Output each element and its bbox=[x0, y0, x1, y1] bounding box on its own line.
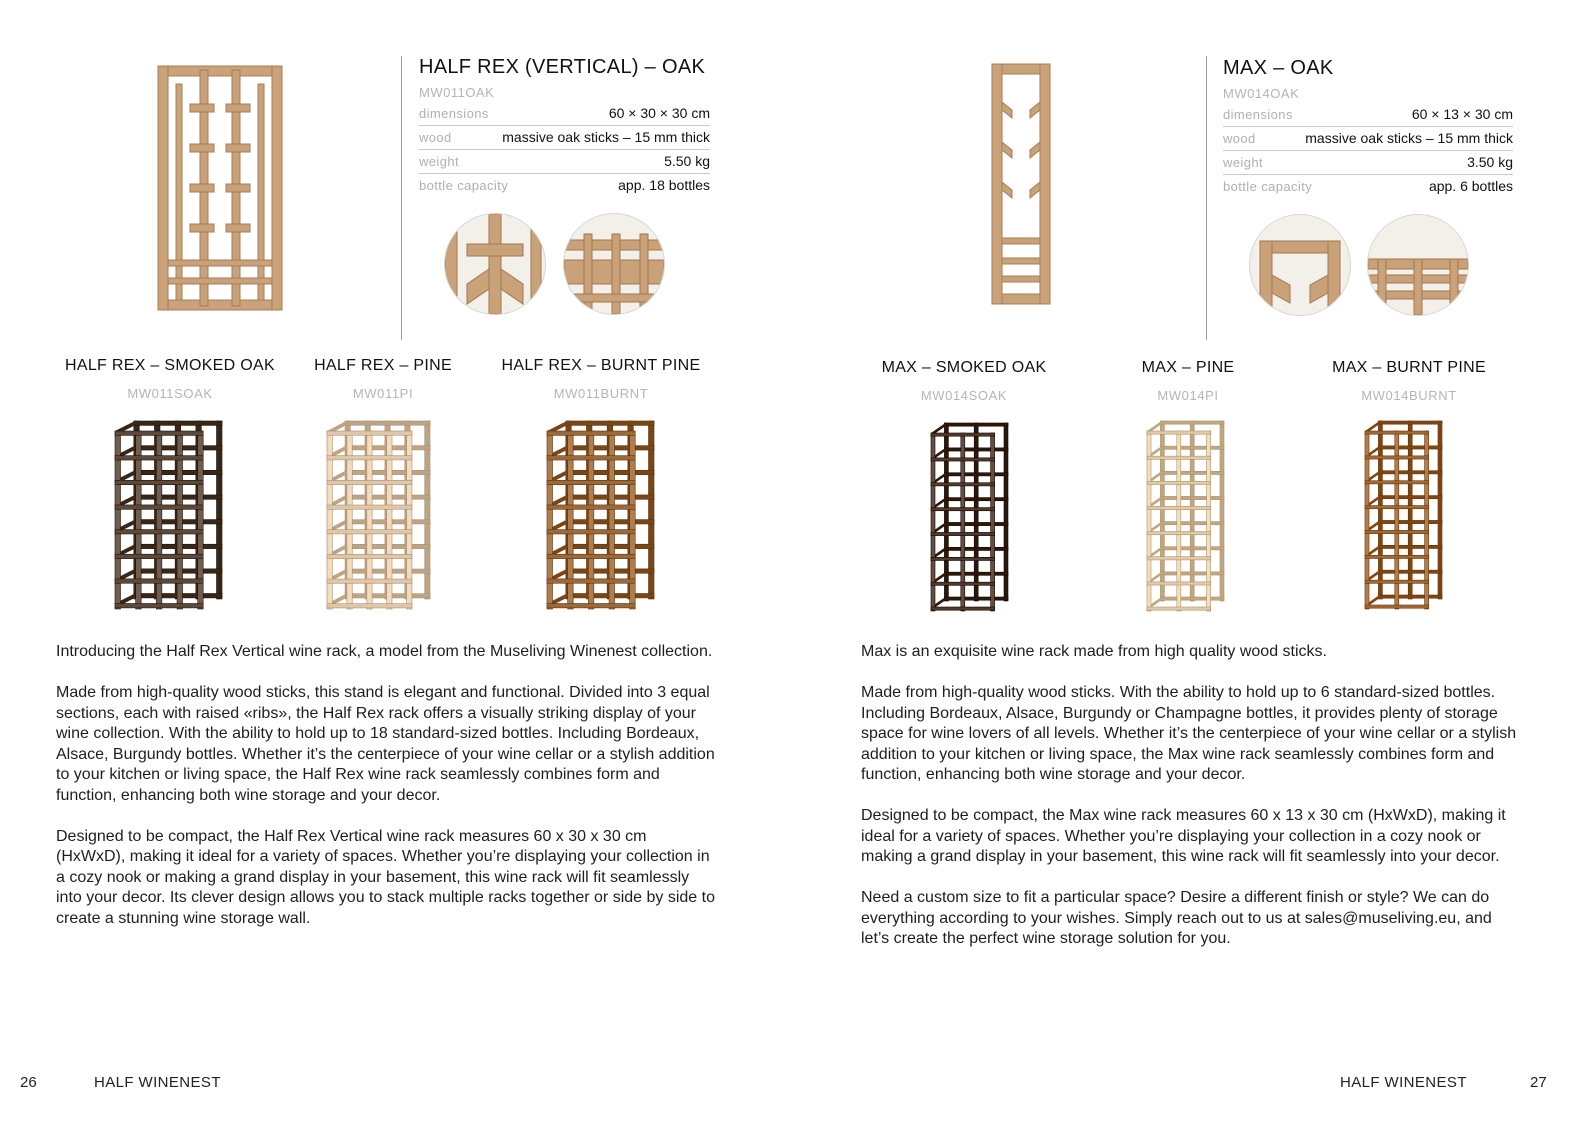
spec-row-dimensions bbox=[1223, 103, 1513, 127]
spec-label: bottle capacity bbox=[1223, 179, 1313, 194]
variant-code: MW014SOAK bbox=[920, 388, 1008, 403]
variant-name: MAX – PINE bbox=[1141, 359, 1235, 376]
variant-pine bbox=[298, 357, 468, 401]
variant-name: HALF REX – PINE bbox=[314, 357, 452, 374]
spec-row-dimensions bbox=[419, 102, 710, 126]
spec-row-capacity bbox=[1223, 175, 1513, 198]
spec-table bbox=[419, 102, 710, 197]
spec-label: wood bbox=[1223, 131, 1256, 146]
detail-closeup-image bbox=[1249, 214, 1351, 316]
spec-label: weight bbox=[419, 154, 459, 169]
paragraph: Need a custom size to fit a particular space? Desire a different finish or style? We can do everything according to your wishes. Simply reach out to us at sales@museliving.eu, and let’s create the perfect wine storage solution for you. bbox=[861, 889, 1492, 947]
rack-smoked-oak-image bbox=[930, 422, 1010, 612]
description-text bbox=[861, 642, 1521, 970]
spec-value: 5.50 kg bbox=[664, 153, 710, 169]
spec-block bbox=[419, 56, 710, 197]
spec-row-wood bbox=[1223, 127, 1513, 151]
spec-value: 60 × 13 × 30 cm bbox=[1411, 106, 1513, 122]
variant-burnt-pine bbox=[486, 357, 716, 401]
variant-smoked-oak bbox=[864, 359, 1064, 403]
section-title: HALF WINENEST bbox=[1340, 1074, 1467, 1091]
product-title: HALF REX (VERTICAL) – OAK bbox=[419, 56, 706, 78]
detail-closeup-image bbox=[563, 213, 665, 315]
spec-row-capacity bbox=[419, 174, 710, 197]
product-code: MW011OAK bbox=[419, 85, 495, 100]
section-title: HALF WINENEST bbox=[94, 1074, 221, 1091]
max-oak-image bbox=[990, 62, 1052, 306]
divider-line bbox=[401, 56, 402, 340]
rack-pine-image bbox=[1146, 420, 1226, 612]
spec-row-weight bbox=[419, 150, 710, 174]
variant-code: MW014BURNT bbox=[1361, 388, 1457, 403]
spec-label: weight bbox=[1223, 155, 1263, 170]
spec-value: app. 18 bottles bbox=[618, 177, 710, 193]
product-title: MAX – OAK bbox=[1223, 57, 1334, 79]
half-rex-oak-image bbox=[156, 64, 284, 312]
paragraph: Made from high-quality wood sticks, this stand is elegant and functional. Divided into 3 equal sections, each with raised «ribs», the Half Rex rack offers a visually striking display of your wine collection. With the ability to hold up to 18 standard-sized bottles. Including Bordeaux, Alsace, Burgundy bottles. Whether it’s the centerpiece of your wine cellar or a stylish addition to your kitchen or living space, the Half Rex wine rack seamlessly combines form and function, enhancing both wine storage and your decor. bbox=[56, 684, 715, 804]
spec-label: dimensions bbox=[1223, 107, 1293, 122]
spec-label: bottle capacity bbox=[419, 178, 509, 193]
detail-closeup-image bbox=[1367, 214, 1469, 316]
variant-pine bbox=[1123, 359, 1253, 403]
paragraph: Designed to be compact, the Max wine rack measures 60 x 13 x 30 cm (HxWxD), making it ideal for a variety of spaces. Whether you’re displaying your collection in a cozy nook or making a grand display in your basement, this wine rack will fit seamlessly into your decor. bbox=[861, 807, 1506, 865]
page-number: 26 bbox=[20, 1074, 37, 1091]
page-number: 27 bbox=[1530, 1074, 1547, 1091]
variant-smoked-oak bbox=[40, 357, 300, 401]
paragraph: Made from high-quality wood sticks. With the ability to hold up to 6 standard-sized bottles. Including Bordeaux, Alsace, Burgundy or Champagne bottles, it provides plenty of storage space for wine lovers of all levels. Whether it’s the centerpiece of your wine cellar or a stylish addition to your kitchen or living space, the Max wine rack seamlessly combines form and function, enhancing both wine storage and your decor. bbox=[861, 684, 1517, 783]
spec-block bbox=[1223, 57, 1513, 198]
paragraph: Designed to be compact, the Half Rex Vertical wine rack measures 60 x 30 x 30 cm (HxWxD), making it ideal for a variety of spaces. Whether you’re displaying your collection in a cozy nook or making a grand display in your basement, this wine rack will fit seamlessly into your decor. Its clever design allows you to stack multiple racks together or side by side to create a stunning wine storage wall. bbox=[56, 827, 715, 927]
variant-code: MW011SOAK bbox=[127, 386, 213, 401]
variant-code: MW011PI bbox=[352, 386, 414, 401]
variant-code: MW014PI bbox=[1157, 388, 1219, 403]
spec-row-wood bbox=[419, 126, 710, 150]
paragraph: Max is an exquisite wine rack made from high quality wood sticks. bbox=[861, 643, 1327, 660]
rack-burnt-pine-image bbox=[1364, 420, 1444, 610]
spec-value: massive oak sticks – 15 mm thick bbox=[1305, 130, 1513, 146]
variant-name: HALF REX – BURNT PINE bbox=[501, 357, 701, 374]
paragraph: Introducing the Half Rex Vertical wine rack, a model from the Museliving Winenest collection. bbox=[56, 643, 713, 660]
product-code: MW014OAK bbox=[1223, 86, 1300, 101]
spec-row-weight bbox=[1223, 151, 1513, 175]
spec-label: dimensions bbox=[419, 106, 489, 121]
spec-value: 3.50 kg bbox=[1467, 154, 1513, 170]
divider-line bbox=[1206, 56, 1207, 340]
variant-code: MW011BURNT bbox=[553, 386, 649, 401]
variant-name: MAX – SMOKED OAK bbox=[881, 359, 1047, 376]
rack-pine-image bbox=[326, 420, 432, 610]
spec-label: wood bbox=[419, 130, 452, 145]
spec-table bbox=[1223, 103, 1513, 198]
variant-name: MAX – BURNT PINE bbox=[1332, 359, 1486, 376]
rack-smoked-oak-image bbox=[114, 420, 224, 610]
description-text bbox=[56, 642, 716, 950]
detail-closeup-image bbox=[444, 213, 546, 315]
variant-name: HALF REX – SMOKED OAK bbox=[65, 357, 275, 374]
spec-value: 60 × 30 × 30 cm bbox=[608, 105, 710, 121]
variant-burnt-pine bbox=[1314, 359, 1504, 403]
rack-burnt-pine-image bbox=[546, 420, 656, 610]
spec-value: massive oak sticks – 15 mm thick bbox=[502, 129, 710, 145]
spec-value: app. 6 bottles bbox=[1428, 178, 1513, 194]
right-page bbox=[794, 0, 1588, 1123]
